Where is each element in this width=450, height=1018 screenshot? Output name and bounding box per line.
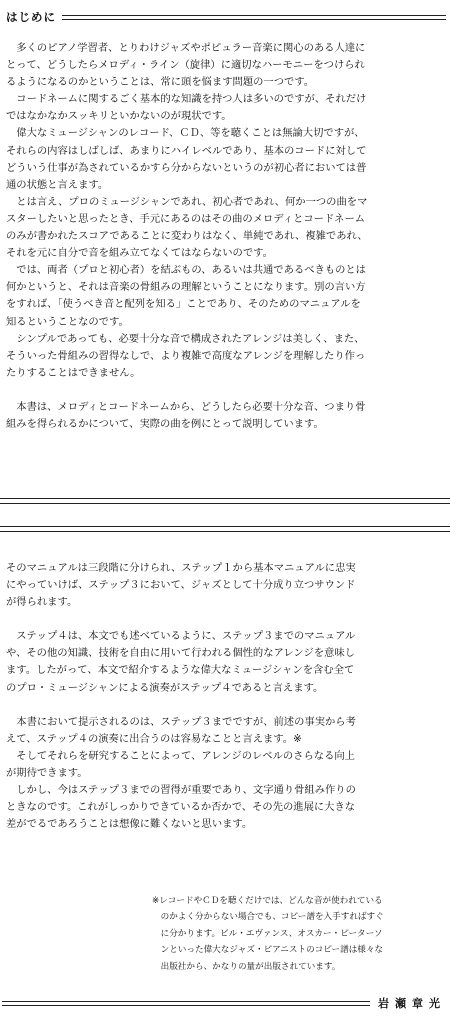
signature-rule [2,1001,370,1006]
text-line: スターしたいと思ったとき、手元にあるのはその曲のメロディとコードネーム [6,212,366,225]
text-line: にやっていけば、ステップ３において、ジャズとして十分成り立つサウンド [6,579,356,592]
text-line: 本書において提示されるのは、ステップ３までですが、前述の事実から考 [6,715,356,728]
author-name: 岩瀬章光 [378,997,446,1010]
text-line: ます。したがって、本文で紹介するような偉大なミュージシャンを含む全て [6,664,355,677]
paragraph-gap [6,611,444,628]
text-line: 多くのピアノ学習者、とりわけジャズやポピュラー音楽に関心のある人達に [6,42,366,54]
text-line: が得られます。 [6,596,78,609]
text-line: ではなかなかスッキリといかないのが現状です。 [6,110,232,123]
text-line: 偉大なミュージシャンのレコード、ＣＤ、等を聴くことは無論大切ですが、 [6,127,365,140]
text-line: そういった骨組みの習得なしで、より複雑で高度なアレンジを理解したり作っ [6,349,366,362]
text-line: 本書は、メロディとコードネームから、どうしたら必要十分な音、つまり骨 [6,400,366,413]
section-divider-top [0,498,450,504]
text-line: をすれば、「使うべき音と配列を知る」ことであり、そのためのマニュアルを [6,298,361,311]
text-line: 差がでるであろうことは想像に難くないと思います。 [6,818,253,831]
text-line: のプロ・ミュージシャンによる演奏がステップ４であると言えます。 [6,681,324,694]
text-line: 通の状態と言えます。 [6,178,109,191]
text-line: 組みを得られるかについて、実際の曲を例にとって説明しています。 [6,417,324,430]
text-line: それらの内容はしばしば、あまりにハイレベルであり、基本のコードに対して [6,144,367,157]
text-line: では、両者（プロと初心者）を結ぶもの、あるいは共通であるべきものとは [6,264,366,277]
text-line: えて、ステップ４の演奏に出合うのは容易なことと言えます。※ [6,732,302,745]
paragraph-gap [6,697,444,714]
heading-rule [62,15,446,20]
heading-title: はじめに [6,10,56,24]
text-line: しかし、今はステップ３までの習得が重要であり、文字通り骨組み作りの [6,784,356,797]
text-line: とって、どうしたらメロディ・ライン（旋律）に適切なハーモニーをつけられ [6,59,365,72]
signature-line [2,995,446,1011]
text-line: が期待できます。 [6,766,88,779]
text-line: そのマニュアルは三段階に分けられ、ステップ１から基本マニュアルに忠実 [6,562,356,574]
note-line: ※レコードやＣＤを聴くだけでは、どんな音が使われている [152,896,383,906]
text-line: コードネームに関するごく基本的な知識を持つ人は多いのですが、それだけ [6,93,367,106]
footnote [152,893,444,975]
text-line: のみが書かれたスコアであることに変わりはなく、単純であれ、複雑であれ、 [6,230,368,243]
intro-heading [6,9,446,25]
text-line: たりすることはできません。 [6,366,141,379]
text-line: ときなのです。これがしっかりできているか否かで、その先の進展に大きな [6,801,356,814]
note-line: ンといった偉大なジャズ・ピアニストのコピー譜は様々な [152,945,384,956]
text-line: それを元に自分で音を組み立てなくてはならないのです。 [6,247,273,260]
text-line: 知るということなのです。 [6,315,129,328]
paragraph-gap [6,382,444,399]
text-line: そしてそれらを研究することによって、アレンジのレベルのさらなる向上 [6,749,355,762]
note-line: のかよく分からない場合でも、コピー譜を入手すればすぐ [152,912,384,923]
section-divider-bottom [0,526,450,532]
steps-body [6,560,444,833]
text-line: 何かというと、それは音楽の骨組みの理解ということになります。別の言い方 [6,281,366,294]
text-line: るようになるのかということは、常に頭を悩ます問題の一つです。 [6,76,315,89]
text-line: や、その他の知識、技術を自由に用いて行われる個性的なアレンジを意味し [6,647,355,660]
note-line: に分かります。ビル・エヴァンス、オスカー・ピーターソ [152,928,383,939]
text-line: とは言え、プロのミュージシャンであれ、初心者であれ、何か一つの曲をマ [6,195,368,208]
intro-body [6,40,444,433]
text-line: シンプルであっても、必要十分な音で構成されたアレンジは美しく、また、 [6,332,365,345]
text-line: どういう仕事が為されているかすら分からないというのが初心者においては普 [6,161,367,174]
note-line: 出版社から、かなりの量が出版されています。 [152,961,341,972]
text-line: ステップ４は、本文でも述べているように、ステップ３までのマニュアル [6,630,356,643]
